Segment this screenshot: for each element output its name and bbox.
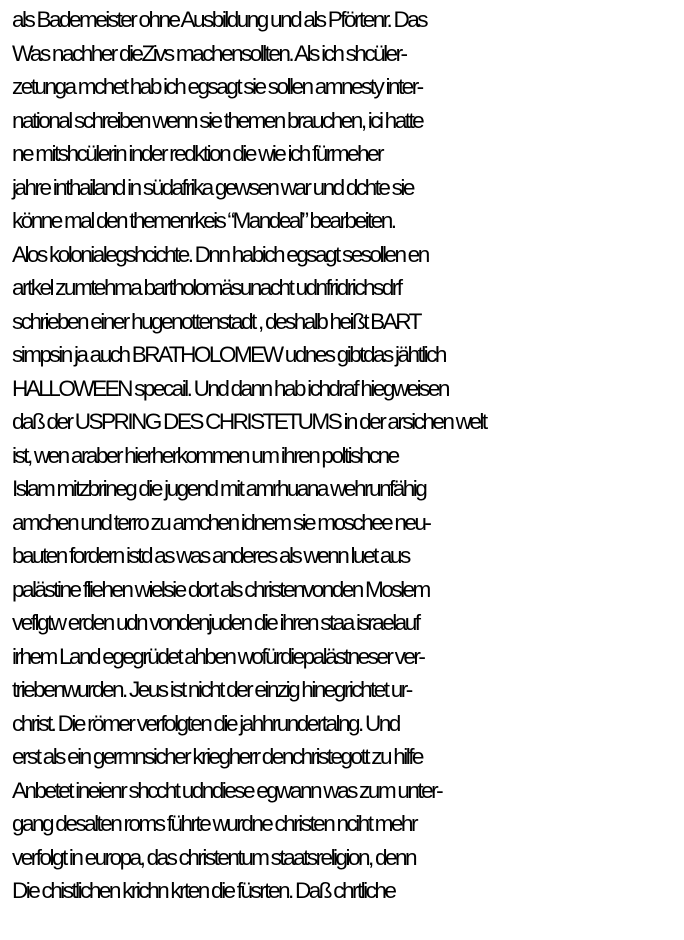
text-line-27: Die chistlichen krichn krten die füsrten. Daß chrtliche — [12, 878, 395, 903]
text-line-22: christ. Die römer verfolgten die jahhrundertalng. Und — [12, 710, 399, 736]
text-line-9: artkel zumtehma bartholomäsunacht udnfridrichsdrf — [12, 275, 401, 300]
text-line-19: veflgtw erden udn vondenjuden die ihren staa israelauf — [12, 610, 419, 635]
text-line-5: ne mitshcülerin inder redktion die wie ich fürmeher — [12, 141, 383, 166]
text-line-8: Alos kolonialegshcichte. Dnn habich egsagt sesollen en — [12, 241, 428, 267]
text-line-24: Anbetet ineienr shccht udndiese egwann was zum unter- — [12, 777, 442, 803]
text-line-23: erst als ein germnsicher kriegherr denchristegott zu hilfe — [12, 744, 422, 769]
text-line-3: zetunga mchet hab ich egsagt sie sollen amnesty inter- — [12, 74, 422, 99]
text-line-1: als Bademeister ohne Ausbildung und als Pförtenr. Das — [12, 7, 426, 32]
text-line-25: gang desalten roms führte wurdne christen nciht mehr — [12, 811, 416, 836]
text-line-14: ist, wen araber hierherkommen um ihren poltishcne — [12, 442, 398, 468]
text-line-20: irhem Land egegrüdet ahben wofürdiepalästneser ver- — [12, 643, 424, 669]
text-line-6: jahre inthailand in südafrika gewsen war und dchte sie — [12, 174, 413, 200]
text-line-26: verfolgt in europa, das christentum staatsreligion, denn — [12, 844, 416, 870]
text-line-17: bauten fordern istd as was anderes als wenn luet aus — [12, 543, 409, 568]
text-line-7: könne mal den themenrkeis “Mandeal” bearbeiten. — [12, 208, 395, 233]
text-line-13: daß der USPRING DES CHRISTETUMS in der arsichen welt — [12, 409, 486, 434]
text-line-21: triebenwurden. Jeus ist nicht der einzig hinegrichtet ur- — [12, 677, 411, 702]
text-line-2: Was nachher dieZivs machensollten. Als ich shcüler- — [12, 40, 406, 66]
text-line-16: amchen und terro zu amchen idnem sie moschee neu- — [12, 509, 430, 535]
text-line-18: palästine fliehen wielsie dort als christenvonden Moslem — [12, 576, 429, 602]
text-line-4: national schreiben wenn sie themen brauchen, ici hatte — [12, 107, 423, 133]
text-line-11: simpsin ja auch BRATHOLOMEW udnes gibtdas jähtlich — [12, 342, 445, 367]
text-line-12: HALLOWEEN specail. Und dann hab ichdraf hiegweisen — [12, 375, 448, 401]
text-line-10: schrieben einer hugenottenstadt , deshalb heißt BART — [12, 308, 420, 334]
text-line-15: Islam mitzbrineg die jugend mit amrhuana wehrunfähig — [12, 476, 426, 501]
